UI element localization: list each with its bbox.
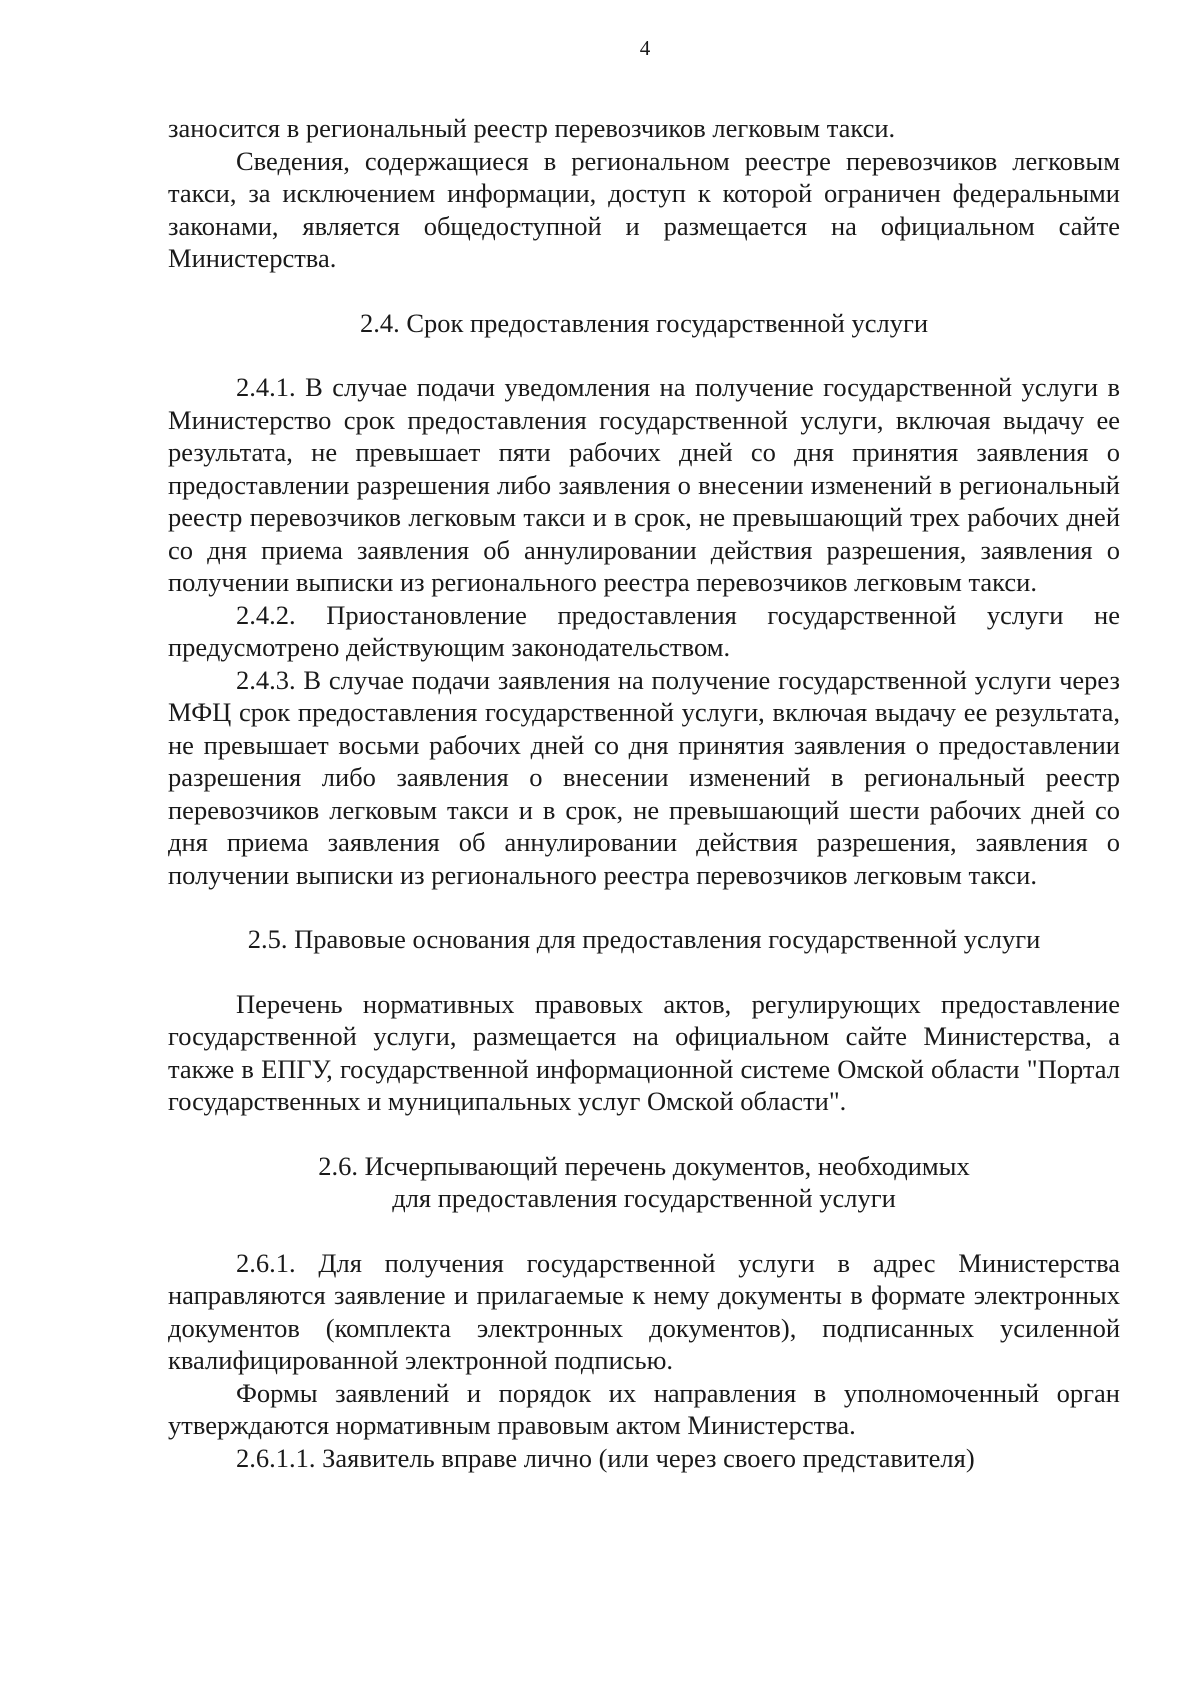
paragraph: 2.6.1. Для получения государственной услуги в адрес Министерства направляются заявление и прилагаемые к нему документы в формате электронных документов (комплекта электронных документов), подписанных усиленной квалифицированной электронной подписью.: [168, 1247, 1120, 1375]
heading-line: 2.6. Исчерпывающий перечень документов, необходимых: [318, 1150, 970, 1181]
page-number: 4: [639, 36, 651, 60]
document-body: [168, 112, 1120, 1474]
section-heading-2-6: [168, 1150, 1120, 1215]
paragraph: 2.6.1.1. Заявитель вправе лично (или через своего представителя): [236, 1442, 975, 1473]
paragraph: заносится в региональный реестр перевозчиков легковым такси.: [168, 113, 896, 143]
heading-line: 2.5. Правовые основания для предоставления государственной услуги: [247, 924, 1041, 954]
paragraph: Сведения, содержащиеся в региональном реестре перевозчиков легковым такси, за исключением информации, доступ к которой ограничен федеральными законами, является общедоступной и размещается на официальном сайте Министерства.: [168, 145, 1120, 273]
section-heading-2-5: [168, 923, 1120, 956]
paragraph: Формы заявлений и порядок их направления в уполномоченный орган утверждаются нормативным правовым актом Министерства.: [168, 1377, 1120, 1440]
paragraph: 2.4.1. В случае подачи уведомления на получение государственной услуги в Министерство срок предоставления государственной услуги, включая выдачу ее результата, не превышает пяти рабочих дней со дня принятия заявления о предоставлении разрешения либо заявления о внесении изменений в региональный реестр перевозчиков легковым такси и в срок, не превышающий трех рабочих дней со дня приема заявления об аннулировании действия разрешения, заявления о получении выписки из регионального реестра перевозчиков легковым такси.: [168, 372, 1120, 597]
paragraph: 2.4.2. Приостановление предоставления государственной услуги не предусмотрено действующим законодательством.: [168, 599, 1120, 662]
heading-line: 2.4. Срок предоставления государственной услуги: [359, 307, 929, 338]
paragraph: Перечень нормативных правовых актов, регулирующих предоставление государственной услуги, размещается на официальном сайте Министерства, а также в ЕПГУ, государственной информационной системе Омской области "Портал государственных и муниципальных услуг Омской области".: [168, 988, 1120, 1116]
paragraph: 2.4.3. В случае подачи заявления на получение государственной услуги через МФЦ срок предоставления государственной услуги, включая выдачу ее результата, не превышает восьми рабочих дней со дня принятия заявления о предоставлении разрешения либо заявления о внесении изменений в региональный реестр перевозчиков легковым такси и в срок, не превышающий шести рабочих дней со дня приема заявления об аннулировании действия разрешения, заявления о получении выписки из регионального реестра перевозчиков легковым такси.: [168, 664, 1120, 890]
heading-line: для предоставления государственной услуги: [392, 1183, 896, 1213]
section-heading-2-4: [168, 307, 1120, 340]
